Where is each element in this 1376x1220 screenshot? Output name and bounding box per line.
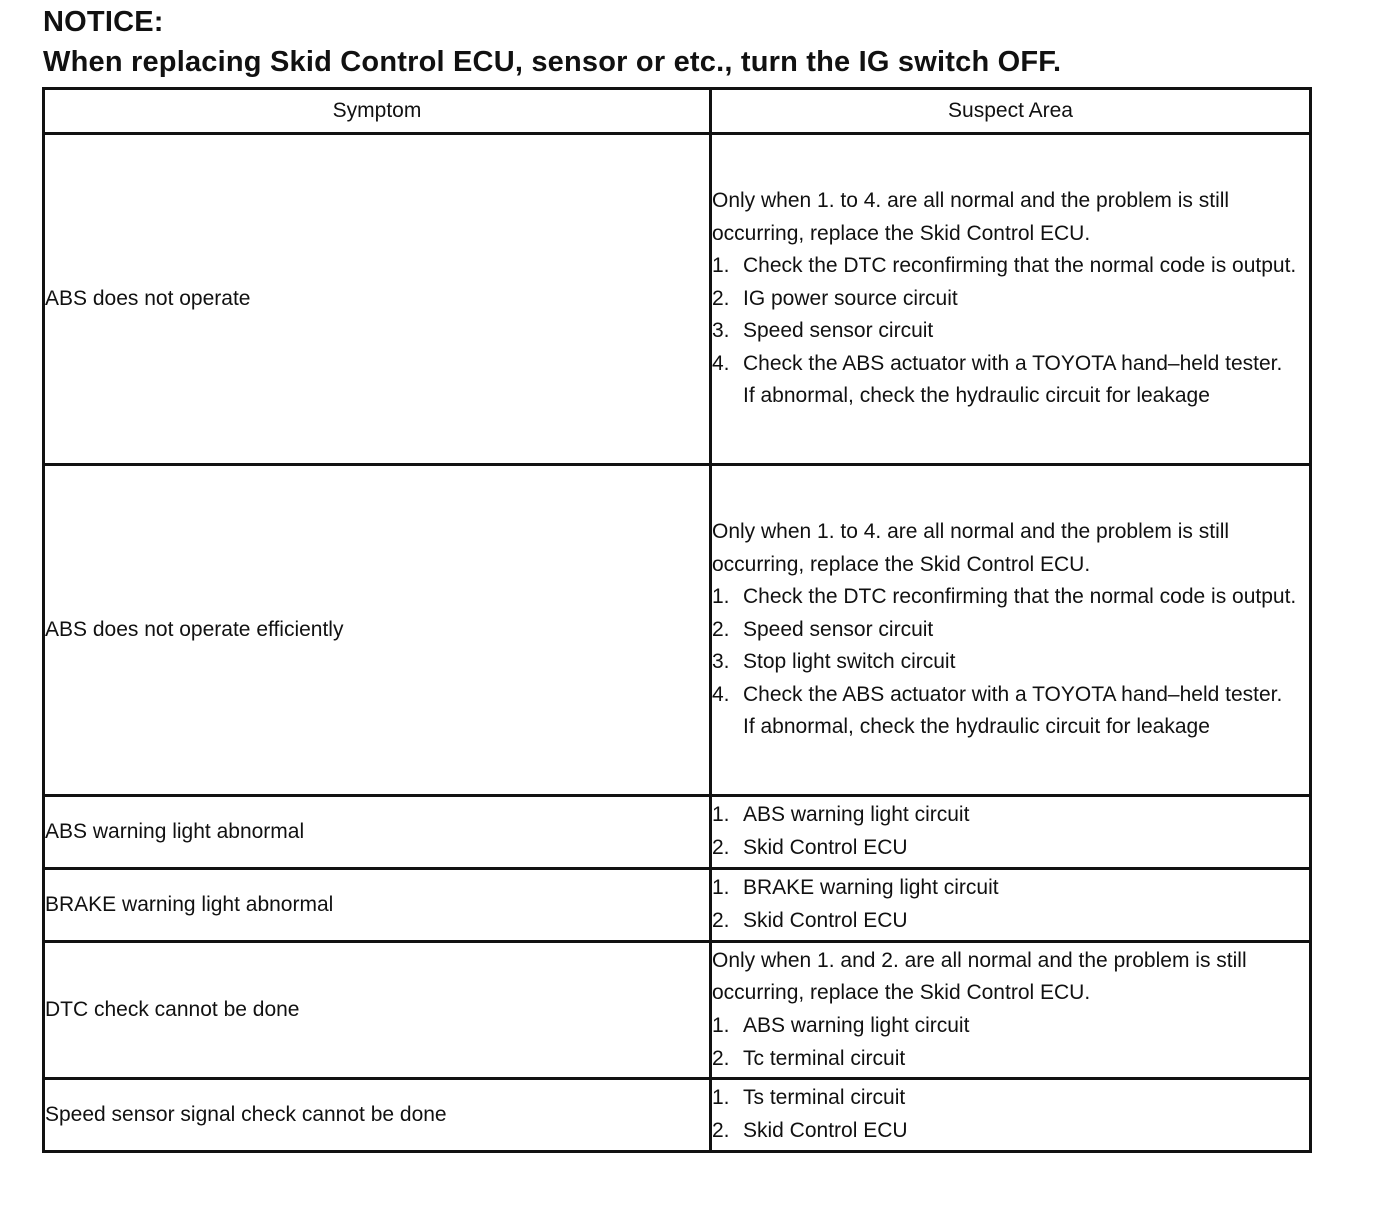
item-text: Skid Control ECU (743, 1119, 908, 1142)
symptom-cell: ABS does not operate (44, 134, 711, 465)
list-item (712, 1010, 1309, 1043)
item-number: 1. (712, 803, 730, 827)
symptom-cell: ABS warning light abnormal (44, 796, 711, 869)
list-item (712, 581, 1309, 614)
table-row (44, 942, 1311, 1079)
notice-block (43, 2, 1061, 82)
item-number: 1. (712, 585, 730, 609)
list-item (712, 832, 1309, 865)
symptom-header: Symptom (44, 89, 711, 134)
list-item (712, 315, 1309, 348)
suspect-area-cell (711, 942, 1311, 1079)
item-text: IG power source circuit (743, 286, 958, 310)
item-number: 2. (712, 909, 730, 932)
suspect-area-cell (711, 796, 1311, 869)
list-item (712, 646, 1309, 679)
item-text: ABS warning light circuit (743, 1014, 970, 1037)
item-text: Ts terminal circuit (743, 1086, 906, 1110)
item-number: 4. (712, 351, 730, 375)
suspect-note: If abnormal, check the hydraulic circuit for leakage (743, 715, 1210, 739)
item-number: 1. (712, 876, 730, 900)
table-row (44, 796, 1311, 869)
list-item (712, 250, 1309, 283)
item-text: Check the DTC reconfirming that the normal code is output. (743, 254, 1297, 278)
suspect-intro: Only when 1. to 4. are all normal and the problem is still occurring, replace the Skid Control ECU. (712, 188, 1230, 245)
item-number: 2. (712, 1046, 730, 1070)
item-text: Check the DTC reconfirming that the normal code is output. (743, 585, 1297, 609)
symptom-cell: Speed sensor signal check cannot be done (44, 1079, 711, 1152)
suspect-note: If abnormal, check the hydraulic circuit for leakage (743, 384, 1210, 408)
table-row (44, 1079, 1311, 1152)
item-text: Check the ABS actuator with a TOYOTA hand–held tester. (743, 351, 1283, 375)
item-number: 1. (712, 254, 730, 278)
list-item (712, 872, 1309, 905)
list-item (712, 679, 1309, 712)
item-number: 4. (712, 682, 730, 706)
item-text: Speed sensor circuit (743, 319, 934, 343)
item-number: 1. (712, 1014, 730, 1037)
list-item (712, 283, 1309, 316)
item-number: 2. (712, 617, 730, 641)
list-item (712, 799, 1309, 832)
troubleshooting-table (42, 87, 1312, 1153)
table-row (44, 134, 1311, 465)
item-text: BRAKE warning light circuit (743, 876, 999, 900)
item-number: 2. (712, 286, 730, 310)
symptom-cell: DTC check cannot be done (44, 942, 711, 1079)
item-text: Speed sensor circuit (743, 617, 934, 641)
item-text: Skid Control ECU (743, 909, 908, 932)
suspect-area-cell (711, 1079, 1311, 1152)
notice-text: When replacing Skid Control ECU, sensor or etc., turn the IG switch OFF. (43, 46, 1062, 78)
item-text: ABS warning light circuit (743, 803, 970, 827)
suspect-area-header: Suspect Area (711, 89, 1311, 134)
item-number: 1. (712, 1086, 730, 1110)
list-item (712, 1082, 1309, 1115)
suspect-area-cell (711, 465, 1311, 796)
suspect-intro: Only when 1. and 2. are all normal and the problem is still occurring, replace the Skid Control ECU. (712, 948, 1247, 1005)
list-item (712, 348, 1309, 381)
table-row (44, 869, 1311, 942)
suspect-area-cell (711, 869, 1311, 942)
item-number: 3. (712, 319, 730, 343)
item-number: 3. (712, 650, 730, 674)
item-text: Stop light switch circuit (743, 650, 956, 674)
symptom-cell: BRAKE warning light abnormal (44, 869, 711, 942)
list-item (712, 614, 1309, 647)
table-header-row (44, 89, 1311, 134)
item-number: 2. (712, 836, 730, 859)
suspect-area-cell (711, 134, 1311, 465)
item-number: 2. (712, 1119, 730, 1142)
item-text: Check the ABS actuator with a TOYOTA hand–held tester. (743, 682, 1283, 706)
item-text: Skid Control ECU (743, 836, 908, 859)
item-text: Tc terminal circuit (743, 1046, 906, 1070)
notice-heading: NOTICE: (43, 6, 164, 38)
symptom-cell: ABS does not operate efficiently (44, 465, 711, 796)
table-row (44, 465, 1311, 796)
suspect-intro: Only when 1. to 4. are all normal and the problem is still occurring, replace the Skid Control ECU. (712, 519, 1230, 576)
list-item (712, 1115, 1309, 1148)
list-item (712, 1043, 1309, 1076)
list-item (712, 905, 1309, 938)
